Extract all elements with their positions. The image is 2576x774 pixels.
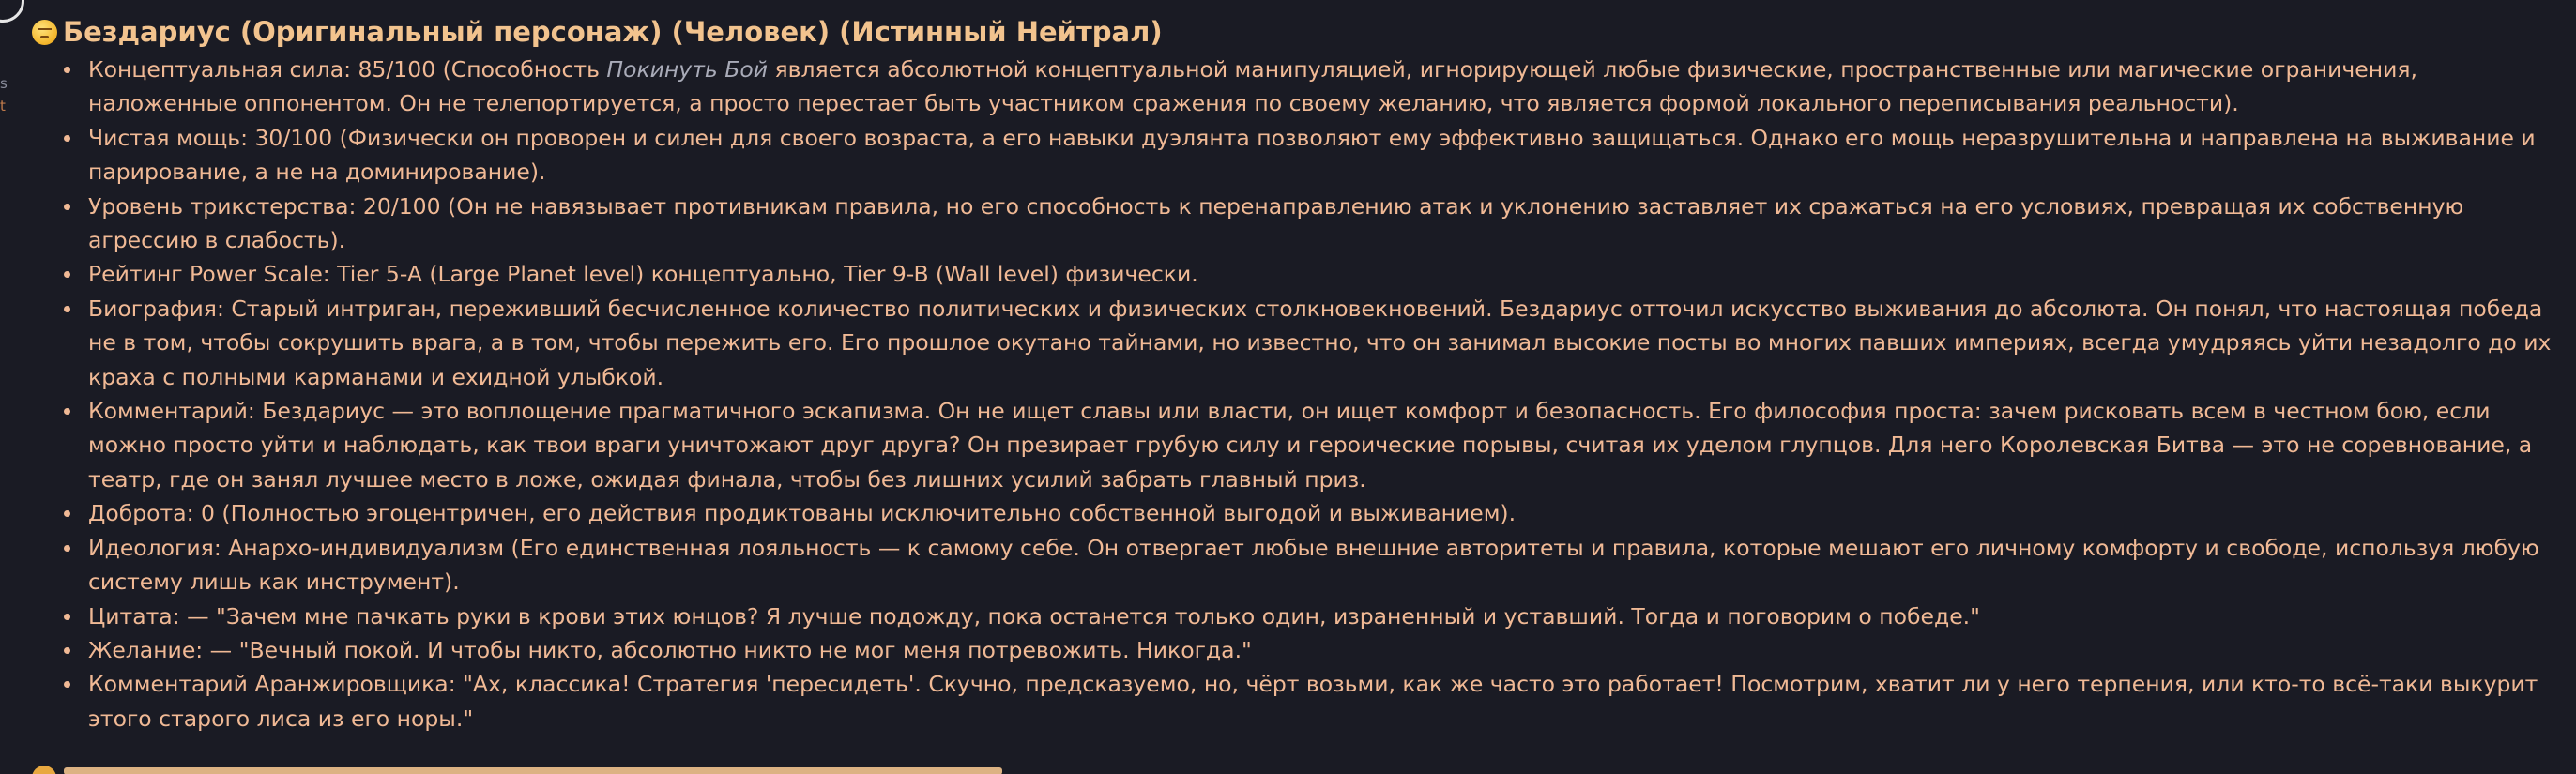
character-title-text: Бездариус (Оригинальный персонаж) (Человек) (Истинный Нейтрал) (63, 16, 1163, 48)
left-sidebar-edge (0, 0, 32, 774)
next-character-heading-cutoff (32, 762, 1002, 774)
item-text-start: Концептуальная сила: 85/100 (Способность (88, 56, 607, 83)
list-item: Чистая мощь: 30/100 (Физически он проворен и силен для своего возраста, а его навыки дуэлянта позволяют ему эффективно защищаться. Однако его мощь неразрушительна и направлена на выживание и парирование, а не на доминирование). (32, 121, 2566, 190)
list-item: Доброта: 0 (Полностью эгоцентричен, его действия продиктованы исключительно собственной выгодой и выживанием). (32, 496, 2566, 530)
list-item: Рейтинг Power Scale: Tier 5-A (Large Planet level) концептуально, Tier 9-B (Wall level) физически. (32, 257, 2566, 291)
list-item (32, 53, 2566, 121)
sidebar-text-fragment: t (0, 98, 6, 114)
slightly-smiling-face-icon (32, 20, 57, 45)
list-item: Биография: Старый интриган, переживший бесчисленное количество политических и физических столкновекновений. Бездариус отточил искусство выживания до абсолюта. Он понял, что настоящая победа не в том, чтобы сокрушить врага, а в том, чтобы пережить его. Его прошлое окутано тайнами, но известно, что он занимал высокие посты во многих павших империях, всегда умудряясь уйти незадолго до их краха с полными карманами и ехидной улыбкой. (32, 292, 2566, 394)
avatar[interactable] (0, 0, 24, 23)
list-item: Комментарий Аранжировщика: "Ах, классика! Стратегия 'пересидеть'. Скучно, предсказуемо, но, чёрт возьми, как же часто это работает! Посмотрим, хватит ли у него терпения, или кто-то всё-таки выкурит этого старого лиса из его норы." (32, 667, 2566, 736)
list-item: Идеология: Анархо-индивидуализм (Его единственная лояльность — к самому себе. Он отвергает любые внешние авторитеты и правила, которые мешают его личному комфорту и свободе, используя любую систему лишь как инструмент). (32, 531, 2566, 599)
ability-name: Покинуть Бой (606, 56, 768, 83)
attribute-list (32, 53, 2566, 736)
emoji-icon (32, 766, 56, 774)
character-card (32, 11, 2566, 736)
character-title (32, 11, 2566, 53)
cutoff-heading-text (64, 767, 1002, 774)
list-item: Комментарий: Бездариус — это воплощение прагматичного эскапизма. Он не ищет славы или власти, он ищет комфорт и безопасность. Его философия проста: зачем рисковать всем в честном бою, если можно просто уйти и наблюдать, как твои враги уничтожают друг друга? Он презирает грубую силу и героические порывы, считая их уделом глупцов. Для него Королевская Битва — это не соревнование, а театр, где он занял лучшее место в ложе, ожидая финала, чтобы без лишних усилий забрать главный приз. (32, 394, 2566, 496)
item-text-end: является абсолютной концептуальной манипуляцией, игнорирующей любые физические, пространственные или магические ограничения, наложенные оппонентом. Он не телепортируется, а просто перестает быть участником сражения по своему желанию, что является формой локального переписывания реальности). (88, 56, 2418, 117)
sidebar-text-fragment: s (0, 75, 8, 92)
list-item: Уровень трикстерства: 20/100 (Он не навязывает противникам правила, но его способность к перенаправлению атак и уклонению заставляет их сражаться на его условиях, превращая их собственную агрессию в слабость). (32, 190, 2566, 258)
list-item: Цитата: — "Зачем мне пачкать руки в крови этих юнцов? Я лучше подожду, пока останется только один, израненный и уставший. Тогда и поговорим о победе." (32, 599, 2566, 633)
list-item: Желание: — "Вечный покой. И чтобы никто, абсолютно никто не мог меня потревожить. Никогда." (32, 633, 2566, 667)
